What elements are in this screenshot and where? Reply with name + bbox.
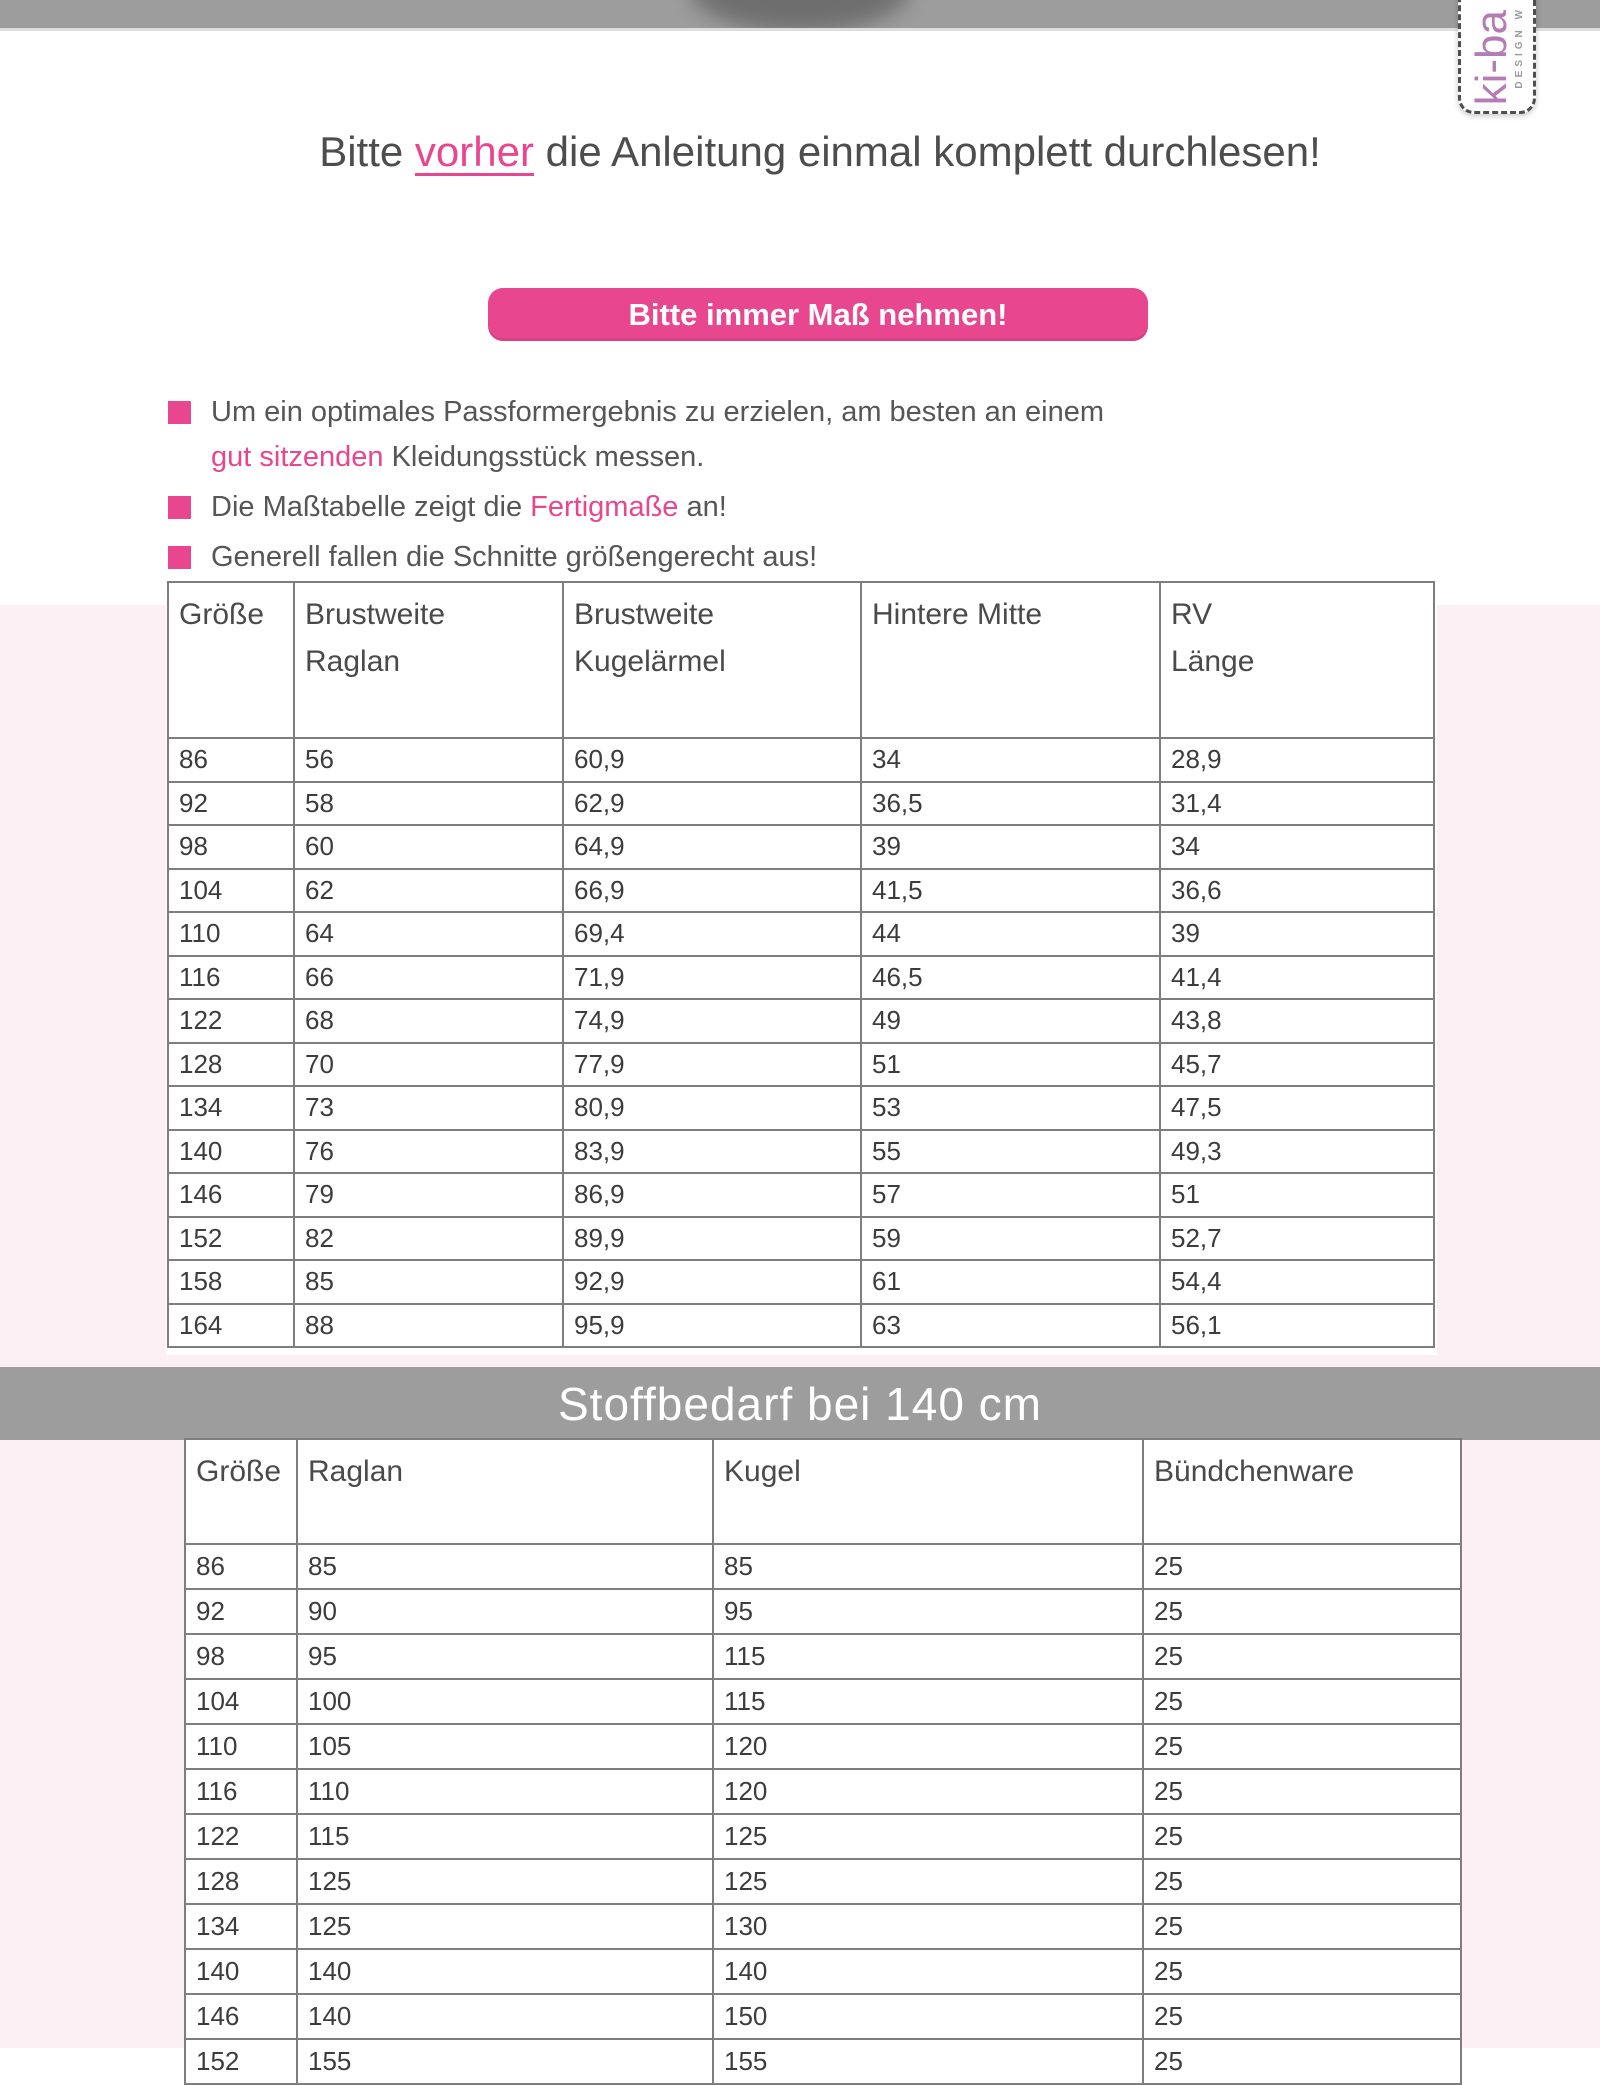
size-table-header <box>168 582 1434 738</box>
table-cell: 69,4 <box>563 912 861 956</box>
table-cell: 125 <box>713 1814 1143 1859</box>
table-cell: 134 <box>168 1086 294 1130</box>
table-row <box>168 825 1434 869</box>
table-row <box>185 1769 1461 1814</box>
bullet-list <box>166 390 1316 585</box>
table-cell: 155 <box>713 2039 1143 2084</box>
headline-link-vorher[interactable]: vorher <box>414 128 534 175</box>
table-cell: 57 <box>861 1173 1160 1217</box>
square-bullet-icon <box>168 401 191 424</box>
table-cell: 120 <box>713 1724 1143 1769</box>
fabric-table-header <box>185 1439 1461 1544</box>
table-cell: 164 <box>168 1304 294 1348</box>
table-cell: 140 <box>713 1949 1143 1994</box>
size-table <box>167 581 1435 1348</box>
table-cell: 104 <box>168 869 294 913</box>
table-row <box>185 1544 1461 1589</box>
table-cell: 41,4 <box>1160 956 1434 1000</box>
table-row <box>185 1679 1461 1724</box>
table-cell: 63 <box>861 1304 1160 1348</box>
table-cell: 25 <box>1143 1904 1461 1949</box>
table-cell: 115 <box>297 1814 713 1859</box>
bullet-item <box>166 485 1316 530</box>
column-header: Größe <box>185 1439 297 1544</box>
bullet-item <box>166 535 1316 580</box>
table-cell: 140 <box>297 1949 713 1994</box>
table-cell: 25 <box>1143 1544 1461 1589</box>
table-cell: 88 <box>294 1304 563 1348</box>
table-cell: 85 <box>297 1544 713 1589</box>
brand-tagline: DESIGN W <box>1513 6 1525 89</box>
fabric-table <box>184 1438 1462 2085</box>
table-cell: 25 <box>1143 1679 1461 1724</box>
table-cell: 53 <box>861 1086 1160 1130</box>
table-row <box>185 1634 1461 1679</box>
table-cell: 64 <box>294 912 563 956</box>
table-cell: 49 <box>861 999 1160 1043</box>
table-cell: 66 <box>294 956 563 1000</box>
table-cell: 116 <box>168 956 294 1000</box>
bullet-text: Um ein optimales Passformergebnis zu erzielen, am besten an einem gut sitzenden Kleidungsstück messen. <box>211 396 1104 473</box>
page-title <box>40 128 1600 176</box>
table-cell: 105 <box>297 1724 713 1769</box>
table-row <box>168 1130 1434 1174</box>
table-cell: 44 <box>861 912 1160 956</box>
table-cell: 89,9 <box>563 1217 861 1261</box>
column-header: RV Länge <box>1160 582 1434 738</box>
table-cell: 68 <box>294 999 563 1043</box>
table-row <box>168 999 1434 1043</box>
bullet-highlight: Fertigmaße <box>530 491 679 523</box>
table-row <box>168 782 1434 826</box>
table-cell: 36,5 <box>861 782 1160 826</box>
table-row <box>185 1949 1461 1994</box>
table-cell: 95,9 <box>563 1304 861 1348</box>
table-row <box>168 1173 1434 1217</box>
table-cell: 86,9 <box>563 1173 861 1217</box>
table-row <box>185 2039 1461 2084</box>
table-cell: 140 <box>297 1994 713 2039</box>
table-cell: 80,9 <box>563 1086 861 1130</box>
table-cell: 110 <box>297 1769 713 1814</box>
table-cell: 100 <box>297 1679 713 1724</box>
table-cell: 41,5 <box>861 869 1160 913</box>
table-cell: 74,9 <box>563 999 861 1043</box>
table-cell: 83,9 <box>563 1130 861 1174</box>
table-cell: 47,5 <box>1160 1086 1434 1130</box>
table-cell: 52,7 <box>1160 1217 1434 1261</box>
table-cell: 51 <box>861 1043 1160 1087</box>
bullet-item <box>166 390 1316 480</box>
table-cell: 130 <box>713 1904 1143 1949</box>
table-cell: 122 <box>185 1814 297 1859</box>
table-row <box>168 912 1434 956</box>
table-row <box>185 1994 1461 2039</box>
table-row <box>185 1724 1461 1769</box>
table-cell: 152 <box>185 2039 297 2084</box>
column-header: Kugel <box>713 1439 1143 1544</box>
table-cell: 49,3 <box>1160 1130 1434 1174</box>
table-row <box>168 869 1434 913</box>
table-cell: 25 <box>1143 1634 1461 1679</box>
table-cell: 120 <box>713 1769 1143 1814</box>
brand-tag <box>1458 0 1536 114</box>
table-cell: 73 <box>294 1086 563 1130</box>
table-cell: 36,6 <box>1160 869 1434 913</box>
table-row <box>185 1904 1461 1949</box>
table-cell: 66,9 <box>563 869 861 913</box>
table-cell: 146 <box>185 1994 297 2039</box>
table-cell: 58 <box>294 782 563 826</box>
column-header: Hintere Mitte <box>861 582 1160 738</box>
table-cell: 28,9 <box>1160 738 1434 782</box>
table-cell: 34 <box>1160 825 1434 869</box>
table-cell: 92 <box>168 782 294 826</box>
table-row <box>168 1260 1434 1304</box>
table-cell: 61 <box>861 1260 1160 1304</box>
table-cell: 51 <box>1160 1173 1434 1217</box>
table-cell: 43,8 <box>1160 999 1434 1043</box>
measure-callout-button[interactable]: Bitte immer Maß nehmen! <box>488 288 1148 341</box>
table-cell: 115 <box>713 1679 1143 1724</box>
table-cell: 76 <box>294 1130 563 1174</box>
table-cell: 98 <box>185 1634 297 1679</box>
table-cell: 60,9 <box>563 738 861 782</box>
table-row <box>168 738 1434 782</box>
table-cell: 79 <box>294 1173 563 1217</box>
table-cell: 77,9 <box>563 1043 861 1087</box>
table-cell: 92,9 <box>563 1260 861 1304</box>
bullet-text: Die Maßtabelle zeigt die Fertigmaße an! <box>211 491 727 523</box>
column-header: Bündchenware <box>1143 1439 1461 1544</box>
fabric-banner: Stoffbedarf bei 140 cm <box>0 1367 1600 1440</box>
table-cell: 25 <box>1143 1859 1461 1904</box>
bullet-text: Generell fallen die Schnitte größengerecht aus! <box>211 541 818 573</box>
table-cell: 25 <box>1143 1994 1461 2039</box>
table-cell: 122 <box>168 999 294 1043</box>
table-cell: 158 <box>168 1260 294 1304</box>
table-row <box>168 956 1434 1000</box>
table-cell: 71,9 <box>563 956 861 1000</box>
table-cell: 39 <box>1160 912 1434 956</box>
table-cell: 56 <box>294 738 563 782</box>
table-row <box>185 1859 1461 1904</box>
table-cell: 140 <box>168 1130 294 1174</box>
table-cell: 46,5 <box>861 956 1160 1000</box>
header-row <box>168 582 1434 738</box>
table-row <box>185 1814 1461 1859</box>
table-cell: 56,1 <box>1160 1304 1434 1348</box>
table-row <box>168 1086 1434 1130</box>
table-cell: 54,4 <box>1160 1260 1434 1304</box>
table-cell: 104 <box>185 1679 297 1724</box>
table-cell: 25 <box>1143 2039 1461 2084</box>
table-cell: 86 <box>185 1544 297 1589</box>
table-cell: 125 <box>297 1859 713 1904</box>
table-cell: 70 <box>294 1043 563 1087</box>
table-cell: 146 <box>168 1173 294 1217</box>
brand-name: ki-ba <box>1466 9 1516 105</box>
table-cell: 115 <box>713 1634 1143 1679</box>
table-row <box>168 1217 1434 1261</box>
table-cell: 150 <box>713 1994 1143 2039</box>
table-row <box>168 1043 1434 1087</box>
table-cell: 95 <box>713 1589 1143 1634</box>
size-table-body <box>168 738 1434 1347</box>
table-cell: 62 <box>294 869 563 913</box>
column-header: Größe <box>168 582 294 738</box>
table-row <box>168 1304 1434 1348</box>
square-bullet-icon <box>168 546 191 569</box>
table-cell: 140 <box>185 1949 297 1994</box>
table-cell: 25 <box>1143 1769 1461 1814</box>
table-cell: 90 <box>297 1589 713 1634</box>
top-gray-band <box>0 0 1600 31</box>
headline-pre: Bitte <box>319 128 415 175</box>
square-bullet-icon <box>168 496 191 519</box>
table-cell: 64,9 <box>563 825 861 869</box>
bullet-highlight: gut sitzenden <box>211 441 384 473</box>
table-cell: 39 <box>861 825 1160 869</box>
table-cell: 25 <box>1143 1814 1461 1859</box>
table-cell: 116 <box>185 1769 297 1814</box>
table-cell: 98 <box>168 825 294 869</box>
table-cell: 62,9 <box>563 782 861 826</box>
column-header: Brustweite Raglan <box>294 582 563 738</box>
table-cell: 152 <box>168 1217 294 1261</box>
table-cell: 125 <box>713 1859 1143 1904</box>
fabric-table-body <box>185 1544 1461 2084</box>
table-cell: 31,4 <box>1160 782 1434 826</box>
column-header: Brustweite Kugelärmel <box>563 582 861 738</box>
table-cell: 82 <box>294 1217 563 1261</box>
table-cell: 125 <box>297 1904 713 1949</box>
table-cell: 25 <box>1143 1724 1461 1769</box>
table-cell: 95 <box>297 1634 713 1679</box>
table-cell: 85 <box>713 1544 1143 1589</box>
table-row <box>185 1589 1461 1634</box>
dark-ellipse-decoration <box>690 0 910 31</box>
table-cell: 134 <box>185 1904 297 1949</box>
table-cell: 110 <box>185 1724 297 1769</box>
table-cell: 92 <box>185 1589 297 1634</box>
table-cell: 128 <box>185 1859 297 1904</box>
headline-post: die Anleitung einmal komplett durchlesen! <box>533 128 1321 175</box>
table-cell: 45,7 <box>1160 1043 1434 1087</box>
table-cell: 86 <box>168 738 294 782</box>
column-header: Raglan <box>297 1439 713 1544</box>
header-row <box>185 1439 1461 1544</box>
table-cell: 25 <box>1143 1949 1461 1994</box>
table-cell: 128 <box>168 1043 294 1087</box>
table-cell: 85 <box>294 1260 563 1304</box>
table-cell: 59 <box>861 1217 1160 1261</box>
table-cell: 155 <box>297 2039 713 2084</box>
table-cell: 110 <box>168 912 294 956</box>
table-cell: 25 <box>1143 1589 1461 1634</box>
table-cell: 60 <box>294 825 563 869</box>
table-cell: 34 <box>861 738 1160 782</box>
table-cell: 55 <box>861 1130 1160 1174</box>
